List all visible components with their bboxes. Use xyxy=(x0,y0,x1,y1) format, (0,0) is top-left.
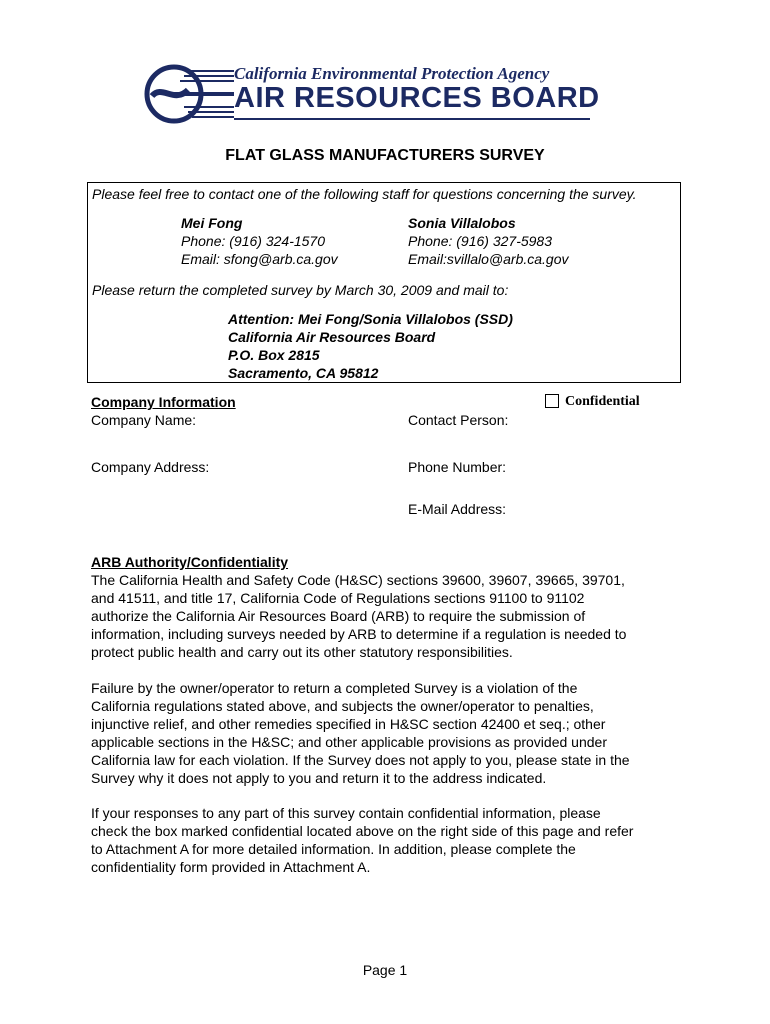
page-number: Page 1 xyxy=(362,962,408,978)
paragraph-line: to Attachment A for more detailed information. In addition, please complete the xyxy=(91,841,576,857)
paragraph-line: injunctive relief, and other remedies specified in H&SC section 42400 et seq.; other xyxy=(91,716,606,732)
address-line: Attention: Mei Fong/Sonia Villalobos (SSD) xyxy=(228,311,513,327)
phone-number-label: Phone Number: xyxy=(408,459,507,475)
address-line: P.O. Box 2815 xyxy=(228,347,320,363)
paragraph-line: Failure by the owner/operator to return a completed Survey is a violation of the xyxy=(91,680,578,696)
address-line: California Air Resources Board xyxy=(228,329,436,345)
paragraph-line: confidentiality form provided in Attachment A. xyxy=(91,859,371,875)
paragraph-line: authorize the California Air Resources Board (ARB) to require the submission of xyxy=(91,608,586,624)
paragraph-line: information, including surveys needed by ARB to determine if a regulation is needed to xyxy=(91,626,627,642)
staff-contact-2 xyxy=(408,214,569,268)
authority-paragraph-1 xyxy=(91,571,691,661)
authority-heading: ARB Authority/Confidentiality xyxy=(91,554,289,570)
paragraph-line: and 41511, and title 17, California Code of Regulations sections 91100 to 91102 xyxy=(91,590,585,606)
paragraph-line: check the box marked confidential located above on the right side of this page and refer xyxy=(91,823,634,839)
address-line: Sacramento, CA 95812 xyxy=(228,365,379,381)
paragraph-line: The California Health and Safety Code (H&SC) sections 39600, 39607, 39665, 39701, xyxy=(91,572,625,588)
authority-paragraph-3 xyxy=(91,804,691,876)
staff-name: Mei Fong xyxy=(181,215,243,231)
staff-contact-1 xyxy=(181,214,338,268)
paragraph-line: California law for each violation. If the Survey does not apply to you, please state in the xyxy=(91,752,630,768)
paragraph-line: Survey why it does not apply to you and return it to the address indicated. xyxy=(91,770,547,786)
paragraph-line: California regulations stated above, and subjects the owner/operator to penalties, xyxy=(91,698,594,714)
paragraph-line: If your responses to any part of this survey contain confidential information, please xyxy=(91,805,601,821)
staff-email: Email:svillalo@arb.ca.gov xyxy=(408,251,569,267)
page-title: FLAT GLASS MANUFACTURERS SURVEY xyxy=(225,147,545,164)
return-note: Please return the completed survey by March 30, 2009 and mail to: xyxy=(92,282,509,298)
contact-intro: Please feel free to contact one of the following staff for questions concerning the survey. xyxy=(92,186,637,202)
staff-name: Sonia Villalobos xyxy=(408,215,516,231)
agency-name: California Environmental Protection Agency xyxy=(234,64,550,83)
staff-phone: Phone: (916) 327-5983 xyxy=(408,233,552,249)
company-info-heading: Company Information xyxy=(91,394,236,410)
mailing-address xyxy=(228,310,513,382)
confidential-label: Confidential xyxy=(565,394,640,409)
paragraph-line: applicable sections in the H&SC; and other applicable provisions as provided under xyxy=(91,734,607,750)
board-name: AIR RESOURCES BOARD xyxy=(234,82,600,114)
arb-logo xyxy=(144,62,600,126)
email-address-label: E-Mail Address: xyxy=(408,501,507,517)
staff-phone: Phone: (916) 324-1570 xyxy=(181,233,325,249)
company-name-label: Company Name: xyxy=(91,412,197,428)
staff-email: Email: sfong@arb.ca.gov xyxy=(181,251,338,267)
confidential-checkbox[interactable] xyxy=(545,394,559,408)
paragraph-line: protect public health and carry out its other statutory responsibilities. xyxy=(91,644,513,660)
contact-person-label: Contact Person: xyxy=(408,412,509,428)
authority-paragraph-2 xyxy=(91,679,691,787)
company-address-label: Company Address: xyxy=(91,459,210,475)
